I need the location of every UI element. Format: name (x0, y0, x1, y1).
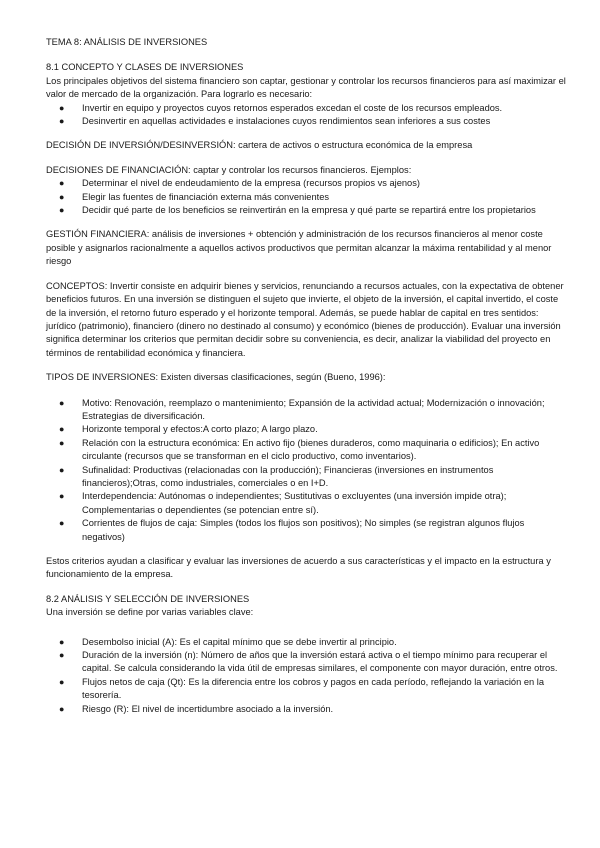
document-title: TEMA 8: ANÁLISIS DE INVERSIONES (46, 37, 208, 47)
bullet-icon: ● (59, 676, 65, 687)
list-item: ● Duración de la inversión (n): Número de años que la inversión estará activa o el tiempo mínimo para recuperar el capital. Se calcula considerando la vida útil de empresas similares, el componente con mayor duración, entre otros. (59, 650, 558, 674)
tipos-block (46, 371, 566, 544)
financiacion-block (46, 164, 566, 218)
bullet-icon: ● (59, 491, 65, 502)
section-8-2 (46, 593, 566, 716)
list-item: ● Motivo: Renovación, reemplazo o mantenimiento; Expansión de la actividad actual; Modernización o innovación; Estrategias de diversificación. (59, 397, 545, 421)
bullet-icon: ● (59, 178, 65, 189)
list-item: ● Flujos netos de caja (Qt): Es la diferencia entre los cobros y pagos en cada período, reflejando la variación en la tesorería. (59, 676, 545, 701)
bullet-icon: ● (59, 205, 65, 216)
list-item: ● Riesgo (R): El nivel de incertidumbre asociado a la inversión. (46, 703, 566, 716)
list-item: ● Elegir las fuentes de financiación externa más convenientes (46, 191, 566, 204)
section-heading: 8.2 ANÁLISIS Y SELECCIÓN DE INVERSIONES (46, 593, 250, 604)
list-item: ● Corrientes de flujos de caja: Simples (todos los flujos son positivos); No simples (se registran algunos flujos negativos) (59, 518, 525, 542)
bullet-icon: ● (59, 424, 65, 435)
list-item: ● Invertir en equipo y proyectos cuyos retornos esperados excedan el coste de los recursos empleados. (46, 102, 566, 115)
bullet-icon: ● (59, 518, 65, 529)
bullet-icon: ● (59, 636, 65, 647)
list-item: ● Decidir qué parte de los beneficios se reinvertirán en la empresa y qué parte se repartirá entre los propietarios (46, 204, 566, 217)
bullet-list (46, 177, 566, 217)
paragraph-decision-inversion: DECISIÓN DE INVERSIÓN/DESINVERSIÓN: cartera de activos o estructura económica de la empresa (46, 140, 473, 151)
list-item: ● Horizonte temporal y efectos:A corto plazo; A largo plazo. (46, 423, 566, 436)
bullet-icon: ● (59, 650, 65, 661)
paragraph-conceptos: CONCEPTOS: Invertir consiste en adquirir bienes y servicios, renunciando a recursos actuales, con la expectativa de obtener beneficios futuros. En una inversión se distinguen el sujeto que invierte, el objeto de la inversión, el capital invertido, el coste de la inversión, el retorno futuro esperado y el horizonte temporal. Además, se puede hablar de capital en tres sentidos: jurídico (patrimonio), financiero (dinero no destinado al consumo) y económico (bienes de producción). Evaluar una inversión significa determinar los criterios que permitan decidir sobre su conveniencia, es decir, analizar la viabilidad del proyecto en términos de rentabilidad económica y financiera. (46, 280, 564, 358)
list-item: ● Desinvertir en aquellas actividades e instalaciones cuyos rendimientos sean inferiores a sus costes (46, 115, 566, 128)
bullet-icon: ● (59, 102, 65, 113)
list-item: ● Interdependencia: Autónomas o independientes; Sustitutivas o excluyentes (una inversión impide otra); Complementarias o dependientes (se potencian entre sí). (59, 491, 507, 515)
bullet-icon: ● (59, 464, 65, 475)
bullet-list (46, 102, 566, 129)
bullet-icon: ● (59, 116, 65, 127)
list-item: ● Desembolso inicial (A): Es el capital mínimo que se debe invertir al principio. (46, 636, 566, 649)
document-body (46, 36, 566, 727)
list-item: ● Sufinalidad: Productivas (relacionadas con la producción); Financieras (inversiones en instrumentos financieros);Otras, como industriales, comerciales o en I+D. (59, 464, 494, 488)
paragraph: Una inversión se define por varias variables clave: (46, 607, 254, 618)
section-8-1 (46, 61, 566, 128)
paragraph: DECISIONES DE FINANCIACIÓN: captar y controlar los recursos financieros. Ejemplos: (46, 164, 412, 175)
bullet-icon: ● (59, 397, 65, 408)
paragraph-gestion: GESTIÓN FINANCIERA: análisis de inversiones + obtención y administración de los recursos financieros al menor coste posible y asignarlos racionalmente a aquellos activos productivos que permitan alcanzar la máxima rentabilidad y al menor riesgo (46, 229, 552, 267)
list-item: ● Relación con la estructura económica: En activo fijo (bienes duraderos, como maquinaria o edificios); En activo circulante (recursos que se transforman en el ciclo productivo, como inventarios). (59, 437, 540, 462)
section-heading: 8.1 CONCEPTO Y CLASES DE INVERSIONES (46, 62, 244, 73)
paragraph: TIPOS DE INVERSIONES: Existen diversas clasificaciones, según (Bueno, 1996): (46, 372, 386, 383)
bullet-icon: ● (59, 191, 65, 202)
bullet-list (46, 636, 566, 716)
list-item: ● Determinar el nivel de endeudamiento de la empresa (recursos propios vs ajenos) (46, 177, 566, 190)
paragraph: Los principales objetivos del sistema financiero son captar, gestionar y controlar los recursos financieros para así maximizar el valor de mercado de la organización. Para lograrlo es necesario: (46, 75, 566, 100)
bullet-icon: ● (59, 703, 65, 714)
bullet-icon: ● (59, 437, 65, 448)
paragraph-conclusion: Estos criterios ayudan a clasificar y evaluar las inversiones de acuerdo a sus características y el impacto en la estructura y funcionamiento de la empresa. (46, 556, 551, 580)
bullet-list (46, 397, 566, 544)
